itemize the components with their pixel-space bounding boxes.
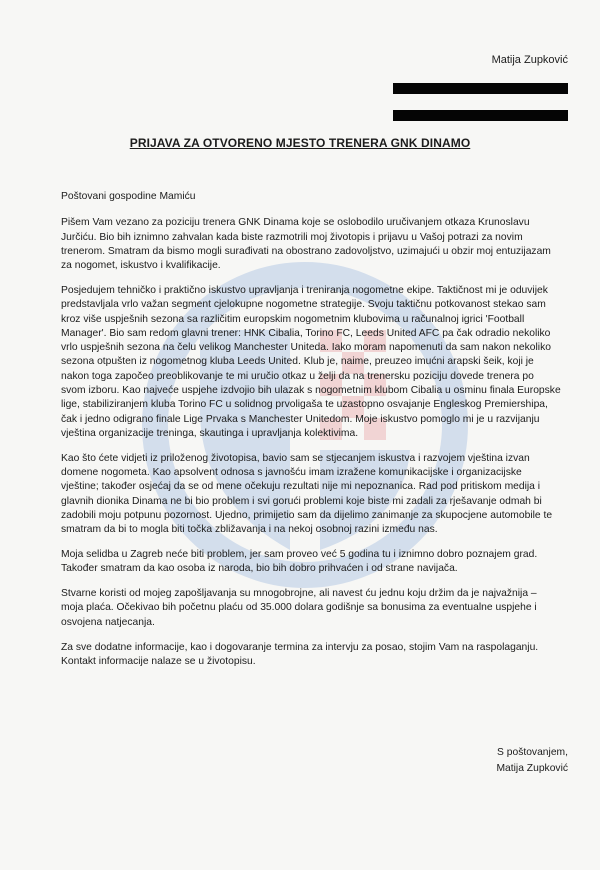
- redacted-address-line-2: [393, 110, 568, 121]
- paragraph-5: Stvarne koristi od mojeg zapošljavanja su mnogobrojne, ali navest ću jednu koju držim da je najvažnija – moja plaća. Očekivao bih početnu plaću od 35.000 dolara godišnje sa bonusima za eventualne uspjehe i osvojena natjecanja.: [61, 588, 537, 628]
- letter-closing: [496, 745, 568, 777]
- letter-title: PRIJAVA ZA OTVORENO MJESTO TRENERA GNK DINAMO: [129, 136, 471, 150]
- paragraph-4: Moja selidba u Zagreb neće biti problem, jer sam proveo već 5 godina tu i iznimno dobro poznajem grad. Također smatram da kao osoba iz naroda, bio bih dobro prihvaćen i od strane navijača.: [61, 549, 538, 575]
- redacted-address-line-1: [393, 83, 568, 94]
- signature-name: Matija Zupković: [496, 763, 568, 774]
- paragraph-1: Pišem Vam vezano za poziciju trenera GNK Dinama koje se oslobodilo uručivanjem otkaza Krunoslavu Jurčiću. Bio bih iznimno zahvalan kada biste razmotrili moj životopis i prijavu u Vašoj potrazi za novim trenerom. Smatram da bismo mogli surađivati na obostrano zadovoljstvo, uzimajući u obzir moj entuzijazam za nogomet, iskustvo i kvalifikacije.: [61, 217, 551, 272]
- paragraph-3: Kao što ćete vidjeti iz priloženog životopisa, bavio sam se stjecanjem iskustva i razvojem vještina izvan domene nogometa. Kao apsolvent odnosa s javnošću imam izražene komunikacijske i organizacijske vještine; također osjećaj da se od mene očekuju rezultati nije mi nepoznanica. Rad pod pritiskom medija i glavnih dionika Dinama ne bi bio problem i svi gorući problemi koje biste mi zadali za rješavanje odmah bi zadobili moju potpunu pozornost. Ujedno, primijetio sam da dijelimo zanimanje za skupocjene automobile te smatram da bi to mogla biti točka zbližavanja i na nekoj osobnoj razini između nas.: [61, 452, 553, 536]
- letter-greeting: Poštovani gospodine Mamiću: [61, 191, 196, 202]
- sender-name: Matija Zupković: [491, 54, 568, 66]
- paragraph-2: Posjedujem tehničko i praktično iskustvo upravljanja i treniranja nogometne ekipe. Taktičnost mi je oduvijek predstavljala vrlo važan segment cjelokupne nogometne strategije. Svoju taktičnu potkovanost stekao sam kroz više uspješnih sezona sa različitim europskim nogometnim klubovima u računalnoj igrici 'Football Manager'. Bio sam redom glavni trener: HNK Cibalia, Torino FC, Leeds United AFC pa čak odradio nekoliko vrlo uspješnih sezona na čelu velikog Manchester Uniteda. Iako moram napomenuti da sam nakon nekoliko sezona otpušten iz nogometnog kluba Leeds United. Klub je, naime, preuzeo imućni arapski šeik, koji je nakon toga započeo preoblikovanje te mi uručio otkaz u želji da na trenersku poziciju dovede trenera po svom izboru. Kao najveće uspjehe izdvojio bih ulazak s nogometnim klubom Cibalia u osminu finala Europske lige, stabiliziranjem kluba Torino FC u solidnog prvoligaša te uzastopno osvajanje Engleskog Premiershipa, čak i jedno odigrano finale Lige Prvaka s Manchester Unitedom. Moje iskustvo pomoglo mi je u razvijanju vještina organizacije treninga, skautinga i upravljanja kolektivima.: [61, 284, 561, 439]
- paragraph-6: Za sve dodatne informacije, kao i dogovaranje termina za intervju za posao, stojim Vam na raspolaganju. Kontakt informacije nalaze se u životopisu.: [61, 641, 539, 667]
- closing-salutation: S poštovanjem,: [497, 747, 568, 758]
- letter-body: [61, 190, 561, 680]
